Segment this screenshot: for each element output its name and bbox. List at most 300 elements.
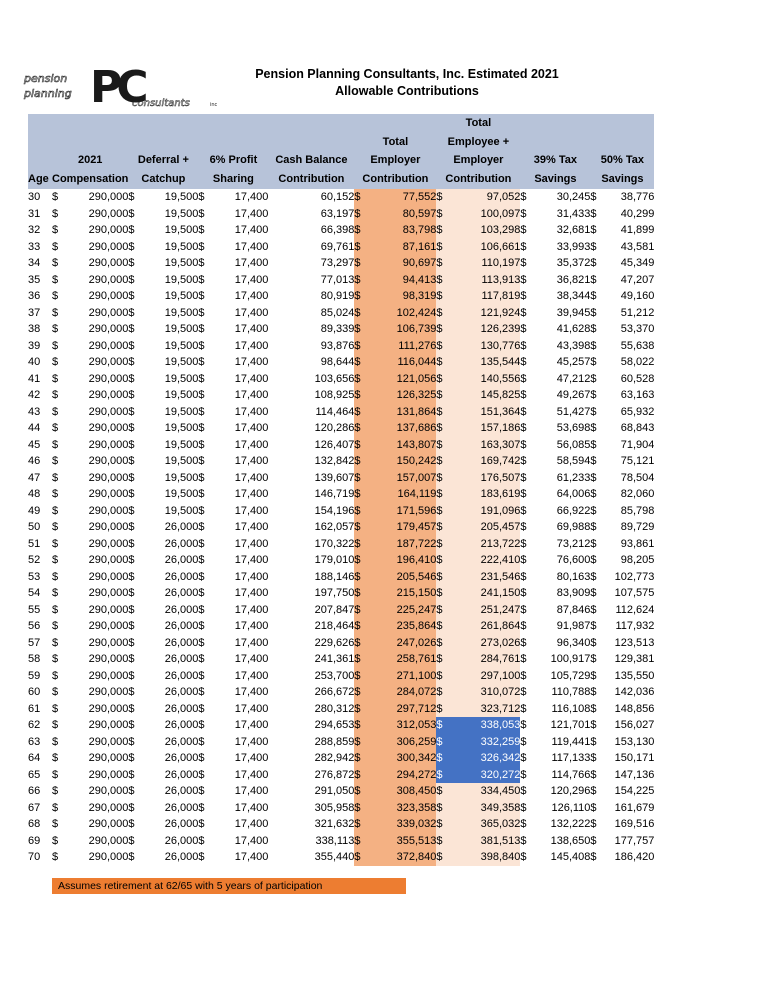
total-employer-cell: 106,739 [366,321,436,338]
currency-symbol: $ [354,783,366,800]
table-row [28,321,654,338]
cash-balance-cell: 93,876 [320,339,355,352]
deferral-cell: 19,500 [164,273,199,286]
total-employee-employer-cell: 130,776 [448,338,520,355]
total-employee-employer-cell: 213,722 [448,536,520,553]
column-header: Employee + [436,134,520,153]
profit-sharing-cell: 17,400 [234,702,269,715]
tax-savings-50-cell: 40,299 [620,207,655,220]
total-employee-employer-cell: 183,619 [448,486,520,503]
currency-symbol: $ [436,635,448,652]
column-header: Contribution [268,171,354,190]
currency-symbol: $ [52,306,59,319]
currency-symbol: $ [198,504,205,517]
currency-symbol: $ [590,537,597,550]
cash-balance-cell: 276,872 [314,768,355,781]
age-cell: 37 [28,306,41,319]
cash-balance-cell: 162,057 [314,521,355,533]
compensation-cell: 290,000 [88,356,129,368]
age-cell: 36 [28,290,41,302]
currency-symbol: $ [520,653,527,665]
currency-symbol: $ [590,702,597,715]
currency-symbol: $ [128,554,135,566]
currency-symbol: $ [354,486,366,503]
tax-savings-50-cell: 43,581 [620,240,655,253]
tax-savings-50-cell: 186,420 [614,851,655,863]
currency-symbol: $ [52,422,59,434]
table-row [28,717,654,734]
tax-savings-39-cell: 87,846 [556,603,591,616]
currency-symbol: $ [52,240,59,253]
deferral-cell: 19,500 [164,306,199,319]
column-header [520,134,590,153]
currency-symbol: $ [354,635,366,652]
tax-savings-39-cell: 45,257 [556,356,591,368]
tax-savings-50-cell: 38,776 [620,191,655,203]
currency-symbol: $ [128,207,135,220]
tax-savings-39-cell: 119,441 [551,735,591,748]
currency-symbol: $ [128,471,135,484]
profit-sharing-cell: 17,400 [234,554,269,566]
profit-sharing-cell: 17,400 [234,587,269,599]
profit-sharing-cell: 17,400 [234,339,269,352]
currency-symbol: $ [436,189,448,206]
profit-sharing-cell: 17,400 [234,389,269,401]
compensation-cell: 290,000 [88,405,129,418]
total-employee-employer-cell: 110,197 [448,255,520,272]
currency-symbol: $ [52,818,59,830]
header-row [28,115,654,134]
currency-symbol: $ [198,719,205,731]
tax-savings-39-cell: 41,628 [556,323,591,335]
total-employer-cell: 131,864 [366,404,436,421]
currency-symbol: $ [198,339,205,352]
currency-symbol: $ [354,503,366,520]
profit-sharing-cell: 17,400 [234,240,269,253]
currency-symbol: $ [198,818,205,830]
currency-symbol: $ [198,438,205,451]
total-employer-cell: 157,007 [366,470,436,487]
total-employee-employer-cell: 320,272 [448,767,520,784]
profit-sharing-cell: 17,400 [234,290,269,302]
title-line-2: Allowable Contributions [335,84,479,98]
deferral-cell: 19,500 [164,240,199,253]
column-header [28,134,52,153]
total-employer-cell: 312,053 [366,717,436,734]
currency-symbol: $ [52,785,59,797]
total-employee-employer-cell: 284,761 [448,651,520,668]
profit-sharing-cell: 17,400 [234,537,269,550]
table-row [28,536,654,553]
profit-sharing-cell: 17,400 [234,752,269,764]
currency-symbol: $ [128,290,135,302]
currency-symbol: $ [52,834,59,847]
currency-symbol: $ [436,354,448,371]
deferral-cell: 19,500 [164,471,199,484]
table-row [28,239,654,256]
profit-sharing-cell: 17,400 [234,471,269,484]
total-employer-cell: 111,276 [366,338,436,355]
currency-symbol: $ [128,537,135,550]
compensation-cell: 290,000 [88,455,129,467]
tax-savings-50-cell: 147,136 [614,768,655,781]
currency-symbol: $ [198,702,205,715]
deferral-cell: 26,000 [164,752,199,764]
cash-balance-cell: 305,958 [314,801,355,814]
cash-balance-cell: 288,859 [314,735,355,748]
deferral-cell: 26,000 [164,851,199,863]
total-employer-cell: 137,686 [366,420,436,437]
table-row [28,404,654,421]
currency-symbol: $ [590,834,597,847]
table-row [28,750,654,767]
total-employee-employer-cell: 113,913 [448,272,520,289]
currency-symbol: $ [354,420,366,437]
tax-savings-50-cell: 107,575 [614,587,655,599]
currency-symbol: $ [520,273,527,286]
currency-symbol: $ [520,422,527,434]
tax-savings-50-cell: 60,528 [620,372,655,385]
table-row [28,486,654,503]
cash-balance-cell: 80,919 [320,290,355,302]
tax-savings-39-cell: 56,085 [556,438,591,451]
currency-symbol: $ [198,851,205,863]
currency-symbol: $ [198,207,205,220]
currency-symbol: $ [590,207,597,220]
currency-symbol: $ [128,752,135,764]
title-line-1: Pension Planning Consultants, Inc. Estimated 2021 [255,67,559,81]
tax-savings-50-cell: 65,932 [620,405,655,418]
age-cell: 54 [28,587,41,599]
profit-sharing-cell: 17,400 [234,570,269,583]
profit-sharing-cell: 17,400 [234,636,269,649]
tax-savings-39-cell: 121,701 [550,719,591,731]
currency-symbol: $ [520,537,527,550]
column-header: Cash Balance [268,152,354,171]
currency-symbol: $ [198,636,205,649]
currency-symbol: $ [354,519,366,536]
total-employer-cell: 196,410 [366,552,436,569]
currency-symbol: $ [198,785,205,797]
deferral-cell: 19,500 [164,422,199,434]
cash-balance-cell: 77,013 [320,273,355,286]
currency-symbol: $ [128,669,135,682]
currency-symbol: $ [436,239,448,256]
column-header: 39% Tax [520,152,590,171]
currency-symbol: $ [52,521,59,533]
currency-symbol: $ [354,371,366,388]
currency-symbol: $ [52,257,59,269]
cash-balance-cell: 218,464 [314,620,355,632]
column-header: Contribution [436,171,520,190]
total-employee-employer-cell: 176,507 [448,470,520,487]
profit-sharing-cell: 17,400 [234,669,269,682]
currency-symbol: $ [520,257,527,269]
currency-symbol: $ [590,554,597,566]
currency-symbol: $ [590,669,597,682]
currency-symbol: $ [520,356,527,368]
deferral-cell: 19,500 [164,224,199,236]
profit-sharing-cell: 17,400 [234,422,269,434]
table-row [28,734,654,751]
compensation-cell: 290,000 [88,438,129,451]
compensation-cell: 290,000 [88,273,129,286]
currency-symbol: $ [354,552,366,569]
age-cell: 66 [28,785,41,797]
deferral-cell: 19,500 [164,207,199,220]
currency-symbol: $ [52,488,59,500]
header-row [28,134,654,153]
total-employer-cell: 164,119 [366,486,436,503]
currency-symbol: $ [198,306,205,319]
total-employer-cell: 284,072 [366,684,436,701]
currency-symbol: $ [128,257,135,269]
total-employee-employer-cell: 297,100 [448,668,520,685]
currency-symbol: $ [520,735,527,748]
table-row [28,618,654,635]
column-header [590,134,654,153]
currency-symbol: $ [198,356,205,368]
deferral-cell: 26,000 [164,570,199,583]
column-header [520,115,590,134]
tax-savings-39-cell: 91,987 [556,620,591,632]
currency-symbol: $ [590,603,597,616]
currency-symbol: $ [590,356,597,368]
tax-savings-50-cell: 58,022 [620,356,655,368]
currency-symbol: $ [354,338,366,355]
deferral-cell: 26,000 [164,834,199,847]
tax-savings-39-cell: 36,821 [556,273,591,286]
cash-balance-cell: 146,719 [314,488,355,500]
currency-symbol: $ [590,735,597,748]
currency-symbol: $ [52,653,59,665]
age-cell: 48 [28,488,41,500]
profit-sharing-cell: 17,400 [234,504,269,517]
tax-savings-39-cell: 32,681 [556,224,591,236]
total-employee-employer-cell: 103,298 [448,222,520,239]
currency-symbol: $ [520,488,527,500]
currency-symbol: $ [354,222,366,239]
compensation-cell: 290,000 [88,323,129,335]
currency-symbol: $ [590,405,597,418]
currency-symbol: $ [436,486,448,503]
currency-symbol: $ [436,701,448,718]
currency-symbol: $ [436,321,448,338]
currency-symbol: $ [198,554,205,566]
total-employee-employer-cell: 334,450 [448,783,520,800]
table-row [28,387,654,404]
compensation-cell: 290,000 [88,372,129,385]
column-header: Savings [520,171,590,190]
age-cell: 67 [28,801,41,814]
currency-symbol: $ [354,849,366,866]
compensation-cell: 290,000 [88,422,129,434]
currency-symbol: $ [590,752,597,764]
deferral-cell: 26,000 [164,785,199,797]
compensation-cell: 290,000 [88,719,129,731]
cash-balance-cell: 253,700 [314,669,355,682]
compensation-cell: 290,000 [88,290,129,302]
currency-symbol: $ [520,587,527,599]
currency-symbol: $ [520,224,527,236]
deferral-cell: 26,000 [164,735,199,748]
tax-savings-39-cell: 64,006 [556,488,591,500]
table-row [28,701,654,718]
total-employer-cell: 300,342 [366,750,436,767]
currency-symbol: $ [198,801,205,814]
table-row [28,569,654,586]
total-employee-employer-cell: 151,364 [448,404,520,421]
tax-savings-50-cell: 154,225 [614,785,655,797]
age-cell: 50 [28,521,41,533]
total-employer-cell: 87,161 [366,239,436,256]
currency-symbol: $ [198,768,205,781]
compensation-cell: 290,000 [88,521,129,533]
currency-symbol: $ [436,651,448,668]
total-employer-cell: 121,056 [366,371,436,388]
table-row [28,420,654,437]
tax-savings-39-cell: 138,650 [550,834,591,847]
currency-symbol: $ [52,752,59,764]
tax-savings-39-cell: 38,344 [556,290,591,302]
deferral-cell: 26,000 [164,719,199,731]
age-cell: 34 [28,257,41,269]
tax-savings-39-cell: 47,212 [556,372,591,385]
cash-balance-cell: 321,632 [314,818,355,830]
tax-savings-50-cell: 150,171 [614,752,655,764]
profit-sharing-cell: 17,400 [234,521,269,533]
table-row [28,800,654,817]
currency-symbol: $ [128,504,135,517]
table-row [28,189,654,206]
column-header: Catchup [128,171,198,190]
profit-sharing-cell: 17,400 [234,207,269,220]
currency-symbol: $ [520,290,527,302]
tax-savings-50-cell: 78,504 [620,471,655,484]
total-employer-cell: 225,247 [366,602,436,619]
table-row [28,222,654,239]
currency-symbol: $ [52,438,59,451]
currency-symbol: $ [354,536,366,553]
profit-sharing-cell: 17,400 [234,834,269,847]
tax-savings-39-cell: 30,245 [556,191,591,203]
total-employer-cell: 116,044 [366,354,436,371]
currency-symbol: $ [520,372,527,385]
column-header [28,152,52,171]
table-row [28,519,654,536]
tax-savings-39-cell: 58,594 [556,455,591,467]
age-cell: 65 [28,768,41,781]
currency-symbol: $ [354,585,366,602]
age-cell: 32 [28,224,41,236]
currency-symbol: $ [520,405,527,418]
tax-savings-39-cell: 80,163 [556,570,591,583]
company-logo [22,64,222,108]
currency-symbol: $ [520,389,527,401]
table-row [28,338,654,355]
column-header [52,134,128,153]
cash-balance-cell: 266,672 [314,686,355,698]
total-employer-cell: 150,242 [366,453,436,470]
currency-symbol: $ [198,834,205,847]
column-header: Compensation [52,171,128,190]
currency-symbol: $ [354,239,366,256]
deferral-cell: 26,000 [164,818,199,830]
table-row [28,371,654,388]
currency-symbol: $ [520,570,527,583]
compensation-cell: 290,000 [88,224,129,236]
total-employer-cell: 323,358 [366,800,436,817]
currency-symbol: $ [198,323,205,335]
column-header [268,115,354,134]
deferral-cell: 19,500 [164,405,199,418]
deferral-cell: 26,000 [164,669,199,682]
compensation-cell: 290,000 [88,801,129,814]
tax-savings-50-cell: 129,381 [614,653,655,665]
currency-symbol: $ [52,669,59,682]
header-row [28,171,654,190]
deferral-cell: 19,500 [164,356,199,368]
cash-balance-cell: 103,656 [314,372,355,385]
tax-savings-50-cell: 89,729 [620,521,655,533]
currency-symbol: $ [52,735,59,748]
currency-symbol: $ [52,405,59,418]
currency-symbol: $ [436,420,448,437]
profit-sharing-cell: 17,400 [234,735,269,748]
deferral-cell: 19,500 [164,372,199,385]
total-employer-cell: 372,840 [366,849,436,866]
column-header: Employer [354,152,436,171]
column-header [198,134,268,153]
compensation-cell: 290,000 [88,207,129,220]
age-cell: 69 [28,834,41,847]
currency-symbol: $ [520,686,527,698]
currency-symbol: $ [128,488,135,500]
cash-balance-cell: 60,152 [320,191,355,203]
profit-sharing-cell: 17,400 [234,257,269,269]
deferral-cell: 26,000 [164,801,199,814]
currency-symbol: $ [590,785,597,797]
column-header [590,115,654,134]
compensation-cell: 290,000 [88,620,129,632]
currency-symbol: $ [198,735,205,748]
deferral-cell: 26,000 [164,702,199,715]
currency-symbol: $ [520,240,527,253]
currency-symbol: $ [590,818,597,830]
currency-symbol: $ [128,521,135,533]
currency-symbol: $ [354,618,366,635]
compensation-cell: 290,000 [88,339,129,352]
total-employer-cell: 247,026 [366,635,436,652]
currency-symbol: $ [198,620,205,632]
cash-balance-cell: 229,626 [314,636,355,649]
currency-symbol: $ [436,569,448,586]
tax-savings-50-cell: 49,160 [620,290,655,302]
profit-sharing-cell: 17,400 [234,785,269,797]
tax-savings-39-cell: 33,993 [556,240,591,253]
age-cell: 47 [28,471,41,484]
currency-symbol: $ [52,356,59,368]
cash-balance-cell: 132,842 [314,455,355,467]
currency-symbol: $ [436,222,448,239]
table-row [28,849,654,866]
tax-savings-50-cell: 85,798 [620,504,655,517]
cash-balance-cell: 98,644 [320,356,355,368]
column-header: Savings [590,171,654,190]
total-employee-employer-cell: 121,924 [448,305,520,322]
tax-savings-39-cell: 117,133 [551,752,591,764]
tax-savings-39-cell: 83,909 [556,587,591,599]
